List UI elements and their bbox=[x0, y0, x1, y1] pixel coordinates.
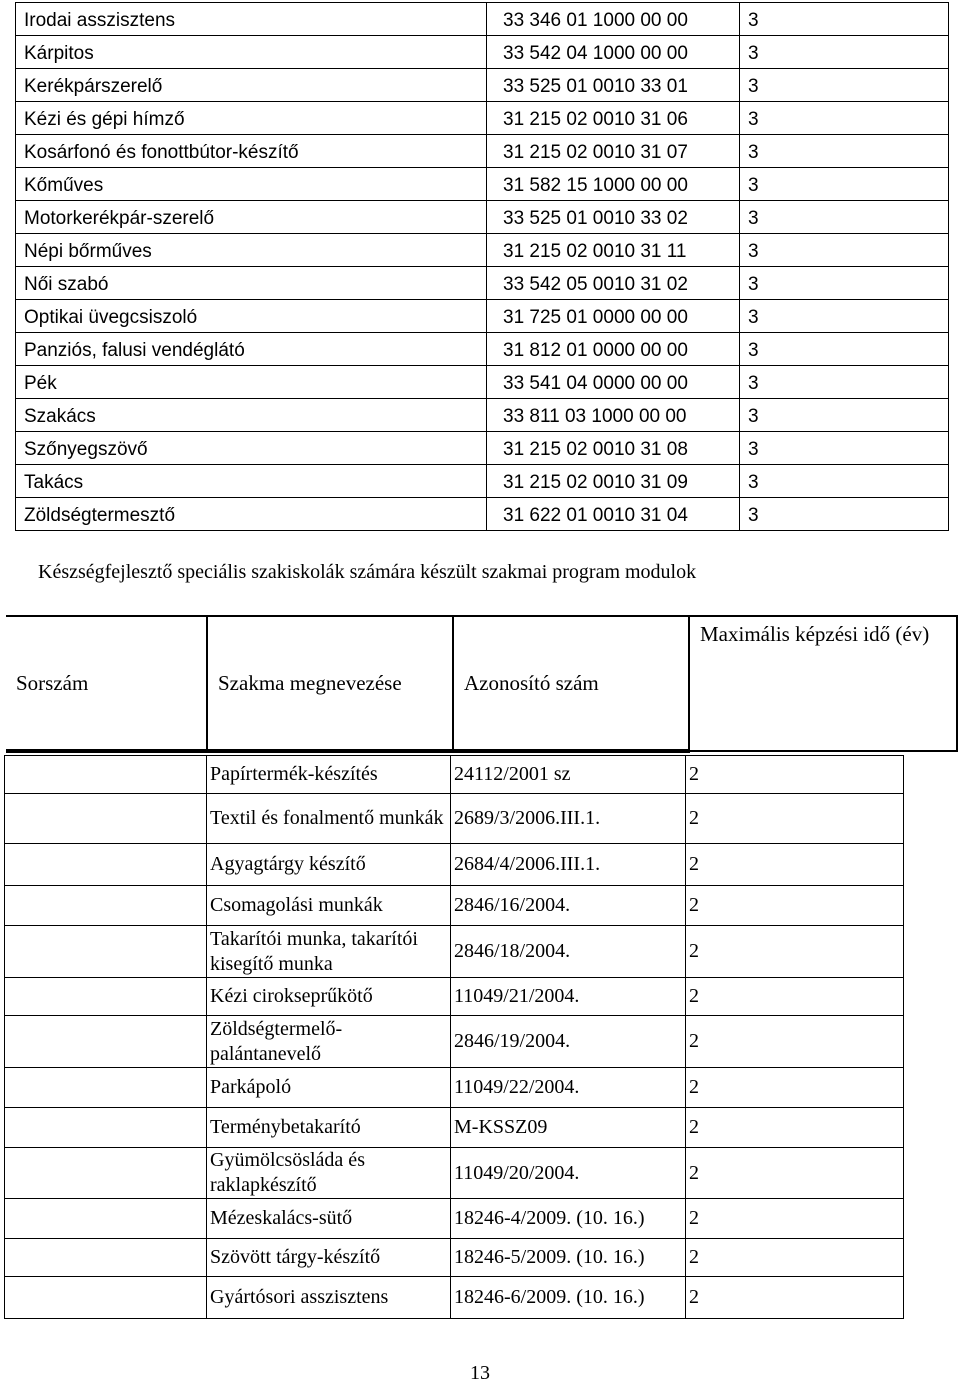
module-code: 2689/3/2006.III.1. bbox=[451, 794, 686, 844]
table-row bbox=[16, 366, 949, 399]
module-code: 24112/2001 sz bbox=[451, 756, 686, 794]
occupation-code: 31 215 02 0010 31 06 bbox=[487, 102, 740, 135]
row-number-cell bbox=[5, 1108, 207, 1148]
module-table bbox=[4, 755, 904, 1319]
module-years: 2 bbox=[686, 1068, 904, 1108]
module-name: Szövött tárgy-készítő bbox=[207, 1239, 451, 1277]
table-row bbox=[16, 36, 949, 69]
module-years: 2 bbox=[686, 1108, 904, 1148]
occupation-name: Optikai üvegcsiszoló bbox=[16, 300, 487, 333]
occupation-years: 3 bbox=[740, 432, 949, 465]
row-number-cell bbox=[5, 886, 207, 926]
module-years: 2 bbox=[686, 1199, 904, 1239]
table-row bbox=[5, 1068, 904, 1108]
module-years: 2 bbox=[686, 1148, 904, 1199]
table-row bbox=[5, 1239, 904, 1277]
module-years: 2 bbox=[686, 756, 904, 794]
table-row bbox=[5, 1108, 904, 1148]
occupation-name: Kárpitos bbox=[16, 36, 487, 69]
module-years: 2 bbox=[686, 844, 904, 886]
row-number-cell bbox=[5, 1016, 207, 1068]
occupation-years: 3 bbox=[740, 36, 949, 69]
row-number-cell bbox=[5, 978, 207, 1016]
module-code: 2684/4/2006.III.1. bbox=[451, 844, 686, 886]
module-code: 2846/19/2004. bbox=[451, 1016, 686, 1068]
row-number-cell bbox=[5, 1148, 207, 1199]
table-row bbox=[5, 1148, 904, 1199]
module-name: Gyümölcsösláda és raklapkészítő bbox=[207, 1148, 451, 1199]
occupation-code: 31 215 02 0010 31 09 bbox=[487, 465, 740, 498]
table-row bbox=[16, 267, 949, 300]
occupation-years: 3 bbox=[740, 3, 949, 36]
occupation-code: 33 542 05 0010 31 02 bbox=[487, 267, 740, 300]
module-name: Papírtermék-készítés bbox=[207, 756, 451, 794]
table-row bbox=[16, 465, 949, 498]
module-name: Mézeskalács-sütő bbox=[207, 1199, 451, 1239]
table-row bbox=[5, 1199, 904, 1239]
table-row bbox=[5, 1016, 904, 1068]
table-row bbox=[5, 794, 904, 844]
table-row bbox=[16, 399, 949, 432]
module-code: 11049/22/2004. bbox=[451, 1068, 686, 1108]
occupation-years: 3 bbox=[740, 465, 949, 498]
header-sorszam: Sorszám bbox=[6, 616, 207, 751]
occupation-code: 33 542 04 1000 00 00 bbox=[487, 36, 740, 69]
occupation-code: 31 215 02 0010 31 08 bbox=[487, 432, 740, 465]
module-code: 18246-4/2009. (10. 16.) bbox=[451, 1199, 686, 1239]
occupation-years: 3 bbox=[740, 135, 949, 168]
module-years: 2 bbox=[686, 1277, 904, 1319]
page-number: 13 bbox=[470, 1362, 490, 1384]
module-years: 2 bbox=[686, 886, 904, 926]
occupation-years: 3 bbox=[740, 267, 949, 300]
occupation-years: 3 bbox=[740, 333, 949, 366]
module-name: Terménybetakarító bbox=[207, 1108, 451, 1148]
table-row bbox=[5, 978, 904, 1016]
module-name: Textil és fonalmentő munkák bbox=[207, 794, 451, 844]
occupation-years: 3 bbox=[740, 300, 949, 333]
module-years: 2 bbox=[686, 1239, 904, 1277]
table-row bbox=[16, 432, 949, 465]
module-name: Takarítói munka, takarítói kisegítő munka bbox=[207, 926, 451, 978]
occupation-years: 3 bbox=[740, 498, 949, 531]
module-years: 2 bbox=[686, 1016, 904, 1068]
module-name: Zöldségtermelő-palántanevelő bbox=[207, 1016, 451, 1068]
row-number-cell bbox=[5, 926, 207, 978]
row-number-cell bbox=[5, 794, 207, 844]
occupation-code: 33 811 03 1000 00 00 bbox=[487, 399, 740, 432]
occupation-code: 33 541 04 0000 00 00 bbox=[487, 366, 740, 399]
table-row bbox=[16, 135, 949, 168]
section-caption: Készségfejlesztő speciális szakiskolák számára készült szakmai program modulok bbox=[38, 561, 697, 583]
occupation-name: Kőműves bbox=[16, 168, 487, 201]
module-years: 2 bbox=[686, 978, 904, 1016]
table-row bbox=[16, 168, 949, 201]
top-occupation-table bbox=[15, 2, 949, 531]
occupation-name: Irodai asszisztens bbox=[16, 3, 487, 36]
table-row bbox=[5, 1277, 904, 1319]
occupation-name: Szakács bbox=[16, 399, 487, 432]
module-code: 11049/21/2004. bbox=[451, 978, 686, 1016]
occupation-name: Szőnyegszövő bbox=[16, 432, 487, 465]
occupation-code: 33 525 01 0010 33 02 bbox=[487, 201, 740, 234]
table-row bbox=[5, 926, 904, 978]
module-code: 18246-5/2009. (10. 16.) bbox=[451, 1239, 686, 1277]
module-name: Agyagtárgy készítő bbox=[207, 844, 451, 886]
table-row bbox=[16, 234, 949, 267]
header-szakma-megnevezese: Szakma megnevezése bbox=[207, 616, 453, 751]
module-code: 2846/18/2004. bbox=[451, 926, 686, 978]
occupation-code: 31 215 02 0010 31 11 bbox=[487, 234, 740, 267]
table-row bbox=[16, 201, 949, 234]
occupation-years: 3 bbox=[740, 102, 949, 135]
row-number-cell bbox=[5, 756, 207, 794]
table-row bbox=[16, 3, 949, 36]
occupation-name: Kézi és gépi hímző bbox=[16, 102, 487, 135]
table-row bbox=[5, 756, 904, 794]
occupation-code: 31 622 01 0010 31 04 bbox=[487, 498, 740, 531]
occupation-name: Motorkerékpár-szerelő bbox=[16, 201, 487, 234]
module-code: 2846/16/2004. bbox=[451, 886, 686, 926]
module-code: M-KSSZ09 bbox=[451, 1108, 686, 1148]
module-years: 2 bbox=[686, 926, 904, 978]
module-code: 11049/20/2004. bbox=[451, 1148, 686, 1199]
row-number-cell bbox=[5, 1277, 207, 1319]
occupation-code: 33 346 01 1000 00 00 bbox=[487, 3, 740, 36]
table-row bbox=[16, 300, 949, 333]
module-code: 18246-6/2009. (10. 16.) bbox=[451, 1277, 686, 1319]
occupation-years: 3 bbox=[740, 399, 949, 432]
occupation-code: 31 582 15 1000 00 00 bbox=[487, 168, 740, 201]
module-name: Parkápoló bbox=[207, 1068, 451, 1108]
occupation-code: 31 812 01 0000 00 00 bbox=[487, 333, 740, 366]
occupation-name: Kerékpárszerelő bbox=[16, 69, 487, 102]
table-row bbox=[5, 844, 904, 886]
occupation-years: 3 bbox=[740, 366, 949, 399]
row-number-cell bbox=[5, 1068, 207, 1108]
table-row bbox=[16, 102, 949, 135]
occupation-years: 3 bbox=[740, 69, 949, 102]
row-number-cell bbox=[5, 1239, 207, 1277]
table-row bbox=[16, 69, 949, 102]
header-max-kepzesi-ido: Maximális képzési idő (év) bbox=[689, 616, 957, 751]
occupation-name: Női szabó bbox=[16, 267, 487, 300]
occupation-name: Panziós, falusi vendéglátó bbox=[16, 333, 487, 366]
module-name: Kézi cirokseprűkötő bbox=[207, 978, 451, 1016]
occupation-code: 33 525 01 0010 33 01 bbox=[487, 69, 740, 102]
module-years: 2 bbox=[686, 794, 904, 844]
header-table bbox=[6, 615, 958, 753]
header-azonosito-szam: Azonosító szám bbox=[453, 616, 689, 751]
occupation-years: 3 bbox=[740, 168, 949, 201]
occupation-code: 31 215 02 0010 31 07 bbox=[487, 135, 740, 168]
occupation-name: Takács bbox=[16, 465, 487, 498]
module-name: Gyártósori asszisztens bbox=[207, 1277, 451, 1319]
occupation-name: Kosárfonó és fonottbútor-készítő bbox=[16, 135, 487, 168]
row-number-cell bbox=[5, 844, 207, 886]
table-row bbox=[5, 886, 904, 926]
occupation-name: Zöldségtermesztő bbox=[16, 498, 487, 531]
table-row bbox=[16, 498, 949, 531]
occupation-years: 3 bbox=[740, 234, 949, 267]
occupation-code: 31 725 01 0000 00 00 bbox=[487, 300, 740, 333]
occupation-years: 3 bbox=[740, 201, 949, 234]
occupation-name: Pék bbox=[16, 366, 487, 399]
row-number-cell bbox=[5, 1199, 207, 1239]
module-name: Csomagolási munkák bbox=[207, 886, 451, 926]
occupation-name: Népi bőrműves bbox=[16, 234, 487, 267]
table-row bbox=[16, 333, 949, 366]
